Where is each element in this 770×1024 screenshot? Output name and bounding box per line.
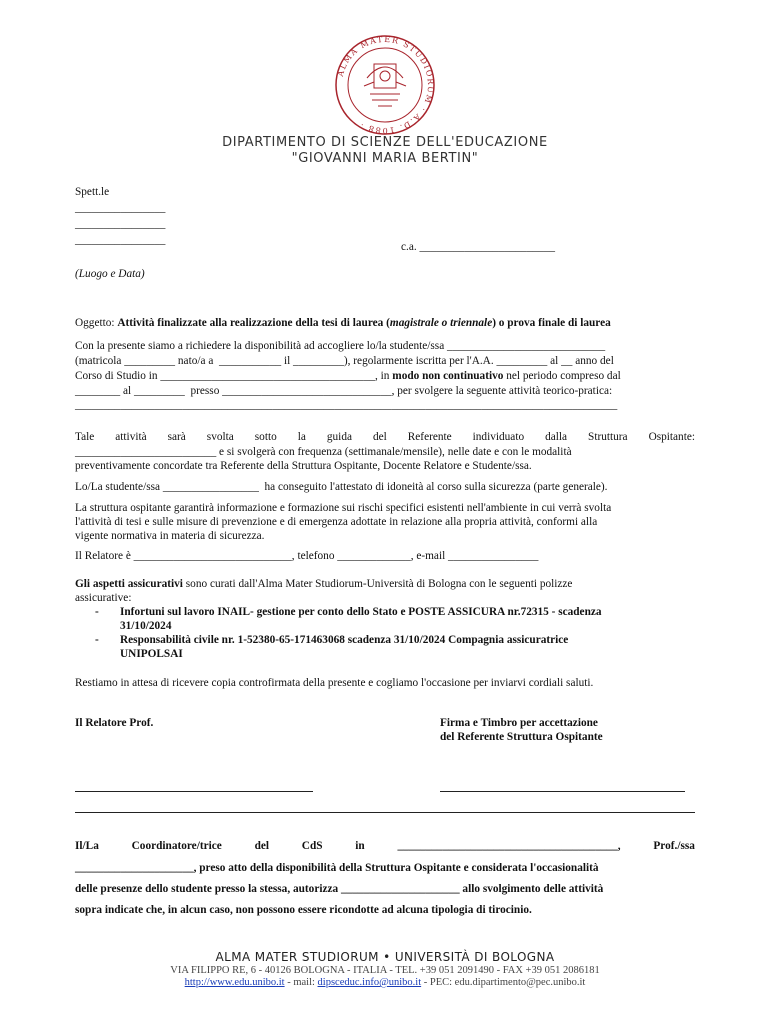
footer-mail-label: - mail: (284, 977, 318, 988)
coordinator-word-5: in (355, 840, 365, 852)
subject-label: Oggetto: (75, 317, 118, 329)
para4-line3: vigente normativa in materia di sicurezza. (75, 530, 265, 542)
insurance-bold: Gli aspetti assicurativi (75, 578, 183, 590)
relatore-line: Il Relatore è ____________________________, telefono _____________, e-mail ________________ (75, 550, 539, 562)
signature-relatore-label: Il Relatore Prof. (75, 717, 154, 729)
insurance-text: sono curati dall'Alma Mater Studiorum-Università di Bologna con le seguenti polizze (182, 578, 573, 590)
para1-line3c: nel periodo compreso dal (503, 370, 621, 382)
signature-referente-label-1: Firma e Timbro per accettazione (440, 717, 598, 729)
signature-line-referente (440, 791, 685, 792)
para1-line4: ________ al _________ presso ______________________________, per svolgere la seguente attività teorico-pratica: (75, 385, 613, 397)
subject-text-1: Attività finalizzate alla realizzazione della tesi di laurea ( (117, 317, 390, 329)
coordinator-word-2: Coordinatore/trice (131, 840, 222, 852)
svg-text:ALMA MATER STUDIORUM · A.D. 10: ALMA MATER STUDIORUM · A.D. 1088 · (335, 34, 436, 136)
insurance-item-2-line2: UNIPOLSAI (120, 648, 183, 660)
coordinator-word-prof: Prof./ssa (653, 840, 695, 852)
closing-line: Restiamo in attesa di ricevere copia controfirmata della presente e cogliamo l'occasione per inviarvi cordiali saluti. (75, 677, 594, 689)
subject-italic: magistrale o triennale (389, 317, 493, 329)
coordinator-word-3: del (254, 840, 269, 852)
address-line-3: ________________ (75, 234, 166, 246)
department-title-line1: DIPARTIMENTO DI SCIENZE DELL'EDUCAZIONE (222, 135, 548, 150)
coordinator-blank: _______________________________________, (397, 840, 621, 852)
section-divider (75, 812, 695, 813)
signature-line-relatore (75, 791, 313, 792)
insurance-bullet-1: - (95, 606, 99, 618)
para1-line1: Con la presente siamo a richiedere la disponibilità ad accogliere lo/la studente/ssa ____________________________ (75, 340, 606, 352)
footer-address: VIA FILIPPO RE, 6 - 40126 BOLOGNA - ITALIA - TEL. +39 051 2091490 - FAX +39 051 2086181 (170, 965, 600, 976)
department-title-line2: "GIOVANNI MARIA BERTIN" (291, 151, 479, 166)
place-and-date: (Luogo e Data) (75, 268, 145, 280)
coordinator-line3: delle presenze dello studente presso la stessa, autorizza _____________________ allo svolgimento delle attività (75, 883, 604, 895)
coordinator-line2: _____________________, preso atto della disponibilità della Struttura Ospitante e considerata l'occasionalità (75, 862, 599, 874)
coordinator-line4: sopra indicate che, in alcun caso, non possono essere ricondotte ad alcuna tipologia di tirocinio. (75, 904, 532, 916)
coordinator-line1 (75, 840, 695, 852)
address-line-1: ________________ (75, 202, 166, 214)
para1-line3 (75, 370, 621, 382)
subject-text-2: ) o prova finale di laurea (492, 317, 611, 329)
para1-line5: ________________________________________________________________________________________________ (75, 399, 618, 411)
insurance-intro-2: assicurative: (75, 592, 132, 604)
footer-contacts (0, 977, 770, 988)
para4-line2: l'attività di tesi e sulle misure di prevenzione e di emergenza adottate in relazione alla propria attività, conformi alla (75, 516, 598, 528)
para1-line3-bold: modo non continuativo (392, 370, 504, 382)
para3: Lo/La studente/ssa _________________ ha conseguito l'attestato di idoneità al corso sulla sicurezza (parte generale). (75, 481, 608, 493)
para2-line2: _________________________ e si svolgerà con frequenza (settimanale/mensile), nelle date e con le modalità (75, 446, 572, 458)
footer-pec: - PEC: edu.dipartimento@pec.unibo.it (421, 977, 586, 988)
coordinator-word-4: CdS (301, 840, 323, 852)
insurance-item-1-line2: 31/10/2024 (120, 620, 172, 632)
attention-line: c.a. ________________________ (401, 241, 556, 253)
footer-title: ALMA MATER STUDIORUM • UNIVERSITÀ DI BOLOGNA (215, 950, 555, 964)
para2-line3: preventivamente concordate tra Referente della Struttura Ospitante, Docente Relatore e Studente/ssa. (75, 460, 532, 472)
insurance-intro (75, 578, 572, 590)
subject-line (75, 317, 611, 329)
signature-referente-label-2: del Referente Struttura Ospitante (440, 731, 603, 743)
insurance-item-2-line1: Responsabilità civile nr. 1-52380-65-171463068 scadenza 31/10/2024 Compagnia assicuratrice (120, 634, 569, 646)
university-seal-logo (334, 34, 436, 136)
footer-mail-link[interactable]: dipsceduc.info@unibo.it (317, 977, 422, 988)
insurance-bullet-2: - (95, 634, 99, 646)
para1-line3a: Corso di Studio in ______________________________________, in (75, 370, 393, 382)
footer-website-link[interactable]: http://www.edu.unibo.it (184, 977, 285, 988)
salutation: Spett.le (75, 186, 110, 198)
para2-line1: Tale attività sarà svolta sotto la guida del Referente individuato dalla Struttura Ospitante: (75, 431, 695, 443)
para4-line1: La struttura ospitante garantirà informazione e formazione sui rischi specifici esistenti nell'ambiente in cui verrà svolta (75, 502, 612, 514)
insurance-item-1-line1: Infortuni sul lavoro INAIL- gestione per conto dello Stato e POSTE ASSICURA nr.72315 - scadenza (120, 606, 602, 618)
coordinator-word-1: Il/La (75, 840, 99, 852)
address-line-2: ________________ (75, 218, 166, 230)
para1-line2: (matricola _________ nato/a a ___________ il _________), regolarmente iscritta per l'A.A. _________ al __ anno del (75, 355, 614, 367)
